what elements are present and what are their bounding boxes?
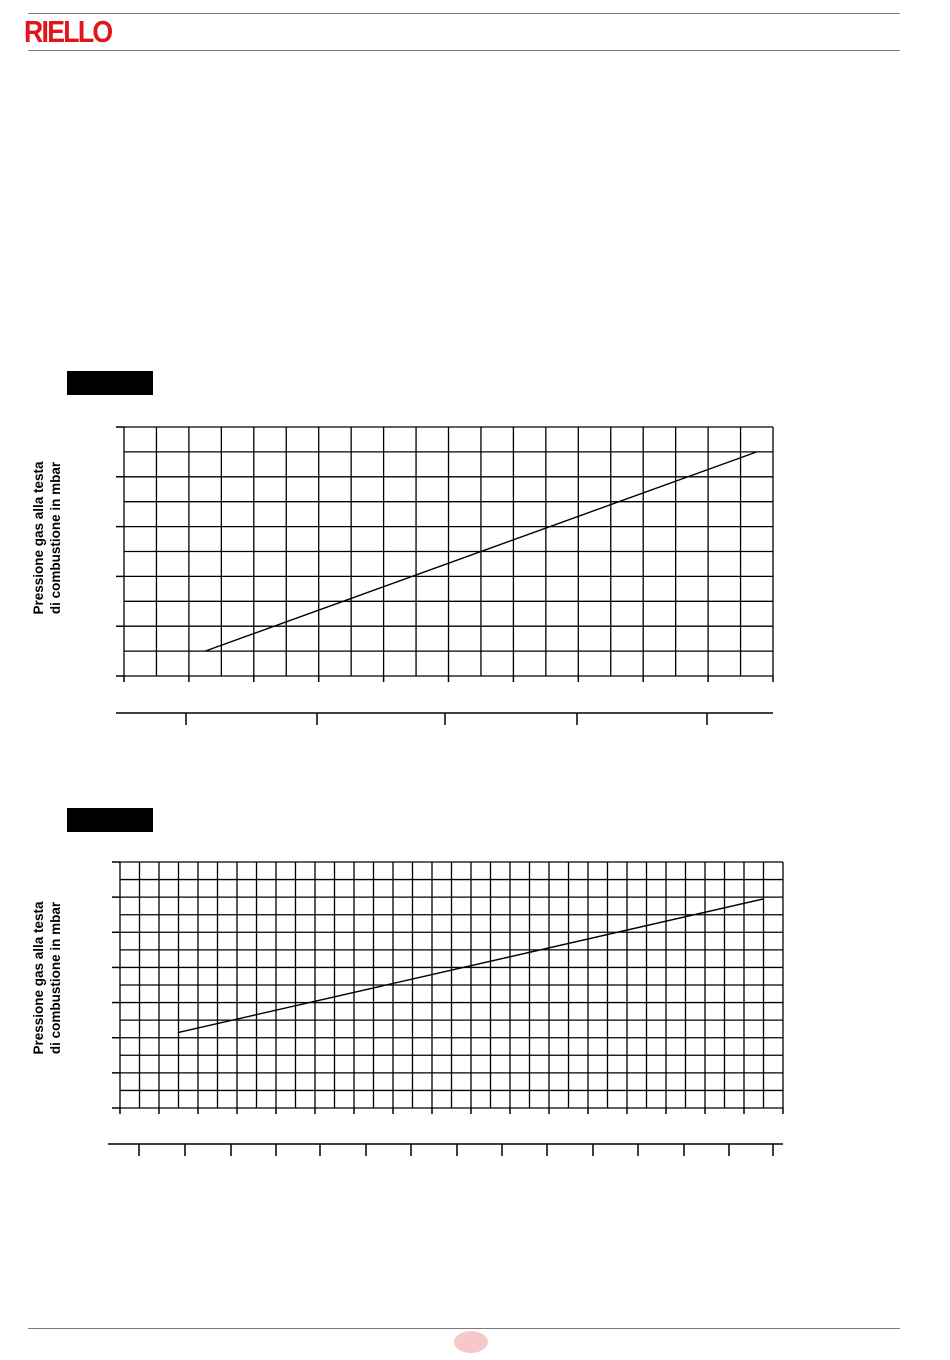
chart-1-series-line [205, 452, 757, 651]
riello-logo: RIELLO [24, 14, 112, 49]
chart-2-tag [67, 808, 153, 832]
chart-1-ylabel-line1: Pressione gas alla testa [31, 461, 46, 615]
chart-2-series-line [179, 899, 764, 1033]
chart-1-ylabel [30, 418, 70, 658]
chart-2-ylabel-line2: di combustione in mbar [48, 901, 63, 1055]
chart-2-ylabel-line1: Pressione gas alla testa [31, 901, 46, 1055]
footer-rule [28, 1328, 900, 1329]
page-number-badge [454, 1331, 488, 1353]
chart-1-tag [67, 371, 153, 395]
header-rule [28, 13, 900, 14]
chart-1-ylabel-line2: di combustione in mbar [48, 461, 63, 615]
chart-2-ylabel [30, 858, 70, 1098]
header-rule-bottom [28, 50, 900, 51]
